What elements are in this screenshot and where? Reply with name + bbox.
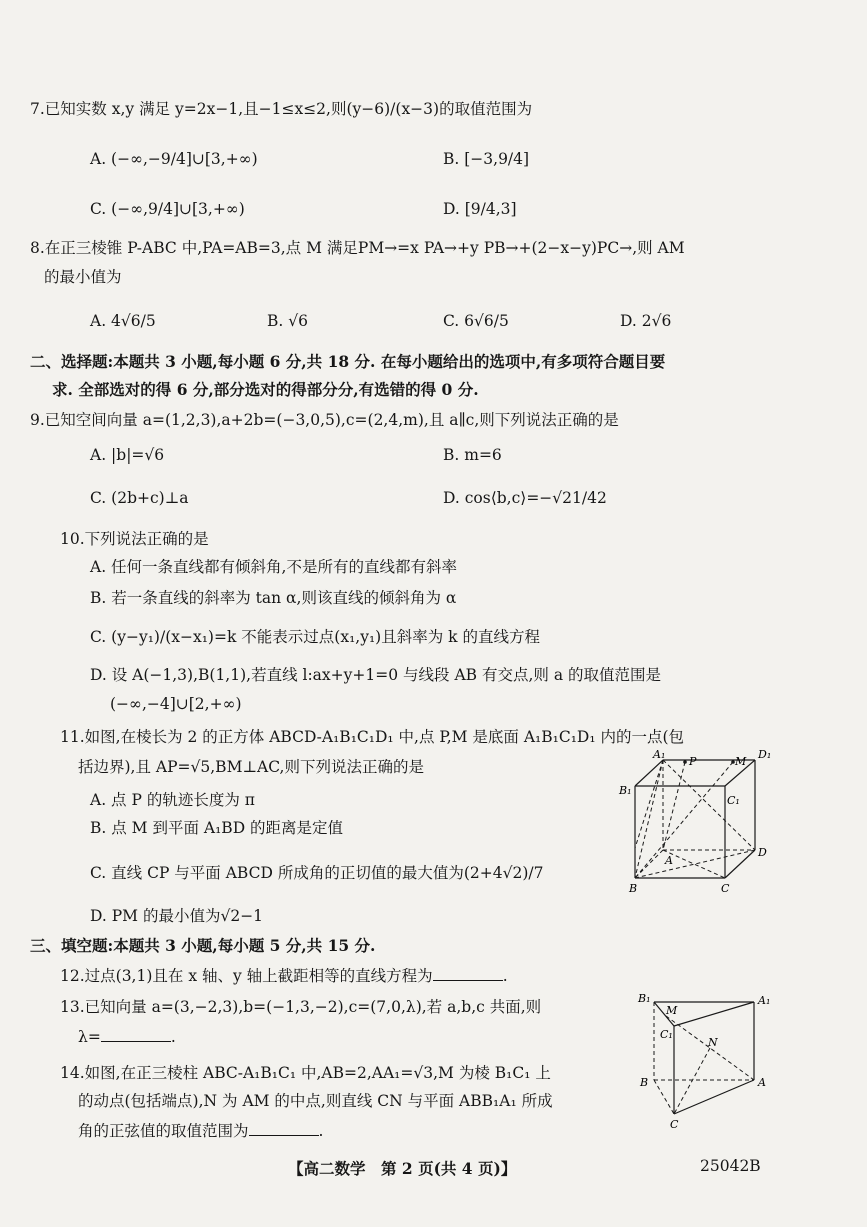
q12-blank: [433, 966, 503, 981]
q9-option-a: A. |b|=√6: [90, 446, 165, 464]
q14-stem-line3: 角的正弦值的取值范围为 .: [78, 1122, 324, 1140]
cube-label-a: A: [665, 854, 673, 867]
page-footer: 【高二数学 第 2 页(共 4 页)】: [288, 1159, 517, 1178]
section2-heading-line1: 二、选择题:本题共 3 小题,每小题 6 分,共 18 分. 在每小题给出的选项中,有多项符合题目要: [30, 352, 666, 371]
section2-heading-line2: 求. 全部选对的得 6 分,部分选对的得部分分,有选错的得 0 分.: [52, 380, 479, 399]
q8-stem-line1: 8.在正三棱锥 P-ABC 中,PA=AB=3,点 M 满足PM→=x PA→+y PB→+(2−x−y)PC→,则 AM: [30, 239, 685, 257]
q8-option-c: C. 6√6/5: [443, 312, 509, 330]
q10-stem: 10.下列说法正确的是: [60, 530, 209, 548]
cube-label-b: B: [629, 882, 638, 895]
cube-label-b1: B₁: [619, 784, 632, 797]
cube-label-a1: A₁: [653, 748, 666, 761]
cube-label-c1: C₁: [727, 794, 740, 807]
q10-option-a: A. 任何一条直线都有倾斜角,不是所有的直线都有斜率: [90, 558, 457, 576]
prism-label-c1: C₁: [660, 1028, 673, 1041]
prism-label-a1: A₁: [758, 994, 771, 1007]
q9-option-d: D. cos⟨b,c⟩=−√21/42: [443, 489, 607, 507]
cube-label-d: D: [758, 846, 767, 859]
q10-option-d-line2: (−∞,−4]∪[2,+∞): [110, 695, 242, 713]
q8-option-d: D. 2√6: [620, 312, 672, 330]
prism-label-c: C: [670, 1118, 679, 1130]
prism-figure: [636, 992, 776, 1130]
q14-blank: [249, 1121, 319, 1136]
section3-heading: 三、填空题:本题共 3 小题,每小题 5 分,共 15 分.: [30, 936, 376, 955]
q13-lambda-label: λ=: [78, 1028, 101, 1046]
q7-option-d: D. [9/4,3]: [443, 200, 517, 218]
q13-stem-line1: 13.已知向量 a=(3,−2,3),b=(−1,3,−2),c=(7,0,λ),若 a,b,c 共面,则: [60, 998, 542, 1016]
q7-option-c: C. (−∞,9/4]∪[3,+∞): [90, 200, 245, 218]
prism-label-n: N: [708, 1036, 718, 1049]
cube-label-p: P: [689, 755, 697, 768]
prism-label-b: B: [640, 1076, 649, 1089]
q11-stem-line2: 括边界),且 AP=√5,BM⊥AC,则下列说法正确的是: [78, 758, 424, 776]
paper-code: 25042B: [700, 1157, 761, 1175]
q12-text: 12.过点(3,1)且在 x 轴、y 轴上截距相等的直线方程为: [60, 967, 433, 985]
q8-option-b: B. √6: [267, 312, 308, 330]
prism-label-b1: B₁: [638, 992, 651, 1005]
q11-stem-line1: 11.如图,在棱长为 2 的正方体 ABCD-A₁B₁C₁D₁ 中,点 P,M 是底面 A₁B₁C₁D₁ 内的一点(包: [60, 728, 685, 746]
cube-figure: [615, 748, 775, 898]
q10-option-c: C. (y−y₁)/(x−x₁)=k 不能表示过点(x₁,y₁)且斜率为 k 的直线方程: [90, 628, 540, 646]
q7-option-a: A. (−∞,−9/4]∪[3,+∞): [90, 150, 258, 168]
q9-option-b: B. m=6: [443, 446, 502, 464]
q11-option-b: B. 点 M 到平面 A₁BD 的距离是定值: [90, 819, 344, 837]
q13-stem-line2: λ= .: [78, 1028, 176, 1046]
q14-text: 角的正弦值的取值范围为: [78, 1122, 249, 1140]
cube-label-d1: D₁: [758, 748, 772, 761]
prism-label-a: A: [758, 1076, 766, 1089]
q11-option-c: C. 直线 CP 与平面 ABCD 所成角的正切值的最大值为(2+4√2)/7: [90, 864, 544, 882]
q13-blank: [101, 1027, 171, 1042]
q14-stem-line2: 的动点(包括端点),N 为 AM 的中点,则直线 CN 与平面 ABB₁A₁ 所成: [78, 1092, 553, 1110]
cube-label-m: M: [735, 755, 747, 768]
q10-option-d-line1: D. 设 A(−1,3),B(1,1),若直线 l:ax+y+1=0 与线段 AB 有交点,则 a 的取值范围是: [90, 666, 661, 684]
q10-option-b: B. 若一条直线的斜率为 tan α,则该直线的倾斜角为 α: [90, 589, 457, 607]
q8-stem-line2: 的最小值为: [44, 268, 122, 286]
prism-label-m: M: [666, 1004, 678, 1017]
q12-stem: 12.过点(3,1)且在 x 轴、y 轴上截距相等的直线方程为 .: [60, 967, 508, 985]
q7-stem: 7.已知实数 x,y 满足 y=2x−1,且−1≤x≤2,则(y−6)/(x−3)的取值范围为: [30, 100, 533, 118]
q8-option-a: A. 4√6/5: [90, 312, 156, 330]
q14-stem-line1: 14.如图,在正三棱柱 ABC-A₁B₁C₁ 中,AB=2,AA₁=√3,M 为棱 B₁C₁ 上: [60, 1064, 551, 1082]
q9-stem: 9.已知空间向量 a=(1,2,3),a+2b=(−3,0,5),c=(2,4,m),且 a∥c,则下列说法正确的是: [30, 411, 619, 429]
q7-option-b: B. [−3,9/4]: [443, 150, 530, 168]
cube-label-c: C: [721, 882, 730, 895]
q11-option-a: A. 点 P 的轨迹长度为 π: [90, 791, 255, 809]
q11-option-d: D. PM 的最小值为√2−1: [90, 907, 264, 925]
q9-option-c: C. (2b+c)⊥a: [90, 489, 189, 507]
